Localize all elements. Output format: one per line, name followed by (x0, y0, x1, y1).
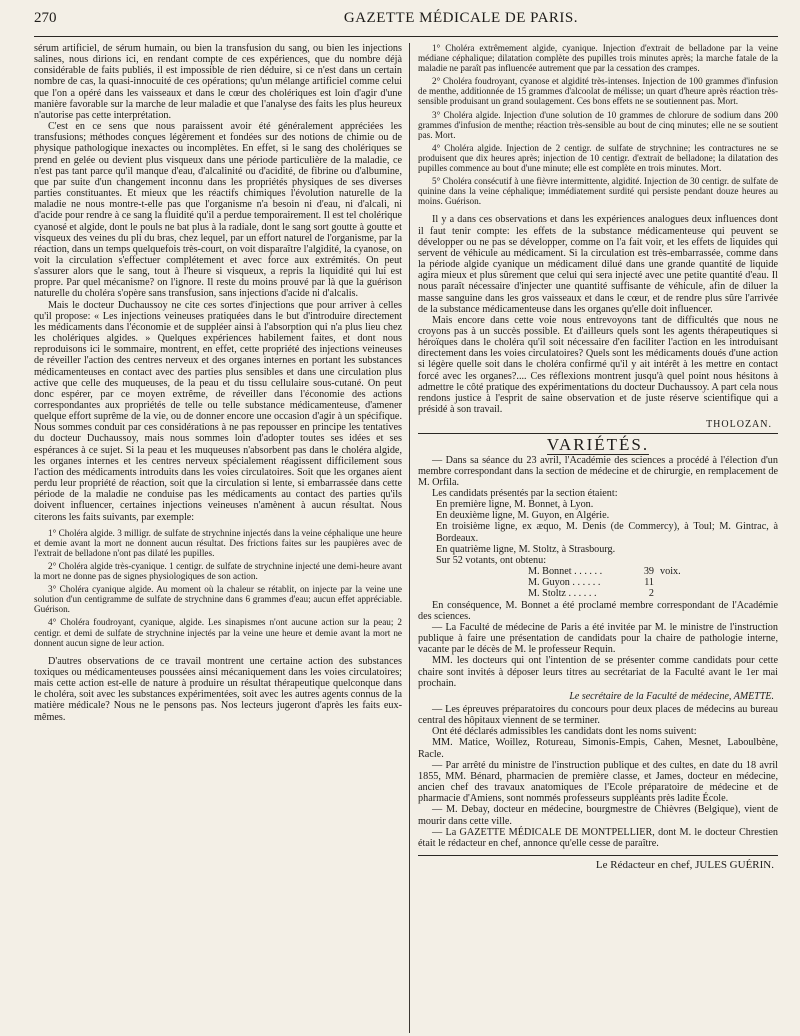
vote-unit: voix. (660, 566, 681, 578)
news-text: MM. les docteurs qui ont l'intention de se présenter comme candidats pour cette chaire sont invités à déposer leurs titres au secrétariat de la Faculté avant le 1er mai prochain. (418, 655, 778, 689)
vote-count: 39 (643, 566, 654, 578)
two-column-body (34, 43, 778, 1033)
vote-unit (654, 577, 660, 588)
case-observation: 1° Choléra extrêmement algide, cyanique. Injection d'extrait de belladone par la veine médiane céphalique; dilatation complète des pupilles trois minutes après; la marche fatale de la maladie ne paraît pas influencée autrement que par la cessation des crampes. (418, 43, 778, 74)
news-text: MM. Matice, Woillez, Rotureau, Simonis-Empis, Cahen, Mesnet, Laboulbène, Racle. (418, 737, 778, 760)
page-header (34, 10, 778, 37)
body-paragraph: Mais le docteur Duchaussoy ne cite ces sortes d'injections que pour arriver à celles qu'il propose: « Les injections veineuses pratiquées dans le but d'introduire directement les médicaments dans l'économie et de suppléer ainsi à l'absorption qui n'a plus lieu chez les cholériques algides. » Quelques expériences habilement faites, et dont nous reproduisons ici le sommaire, montrent, en effet, cette propriété des injections veineuses de réveiller l'action des centres nerveux et des organes internes en portant les substances médicamenteuses en contact avec des parties plus sensibles et dans une circulation plus active que celle des muqueuses, de la peau et du tissu cellulaire sous-cutané. On peut donc espérer, par ce moyen extrême, de réveiller dans l'économie des actions correspondantes aux propriétés de telle ou telle substance médicamenteuse, d'amener quelque effort suprême de la vie, ou de donner encore une occasion d'agir à un spécifique. Nous sommes conduit par ces considérations à ne pas repousser en principe les tentatives du docteur Duchaussoy, mais nous sommes loin d'adopter toutes ses idées et ses espérances à ce sujet. Si la peau et les muqueuses n'absorbent pas dans le choléra algide, les organes internes et les centres nerveux spécialement réagissent difficilement sous l'action des médicaments introduits dans les voies circulatoires. Soit que les organes aient perdu leur propriété de réaction, soit que la circulation si lente, si embarrassée dans cette période de la maladie ne conduise pas les médicaments au contact des parties qu'ils doivent influencer, certaines injections veineuses n'amènent à aucun résultat. Nous citerons les faits suivants, par exemple: (34, 299, 402, 523)
vote-unit (654, 588, 660, 599)
case-observation: 2° Choléra foudroyant, cyanose et algidité très-intenses. Injection de 100 grammes d'infusion de menthe, additionnée de 15 grammes d'alcoolat de mélisse; un quart d'heure après réaction très-sensible produisant un grand soulagement. Ces bons effets ne se soutiennent pas. Mort. (418, 76, 778, 107)
news-item: — M. Debay, docteur en médecine, bourgmestre de Chièvres (Belgique), vient de mourir dans cette ville. (418, 804, 778, 827)
section-divider (418, 433, 778, 434)
body-paragraph: sérum artificiel, de sérum humain, ou bien la transfusion du sang, ou bien les injections salines, nous dirions ici, en rendant compte de ces expériences, que du nombre déjà considérable de faits publiés, il est impossible de rien déduire, si ce n'est dans un certain nombre de cas, la quasi-innocuité de ces opérations; qu'un mélange artificiel comme celui que l'on a opéré dans les vaisseaux et dans le cœur des cholériques est loin d'agir d'une manière favorable sur la marche de leur maladie et que l'analyse des faits les plus heureux n'autorise pas cette interprétation. (34, 43, 402, 121)
body-paragraph: Il y a dans ces observations et dans les expériences analogues deux influences dont il faut tenir compte: les effets de la substance médicamenteuse qui peuvent se développer ou ne pas se développer, comme on l'a fait voir, et les effets de liquides qui servent de véhicule au médicament. Si la circulation est très-embarrassée, comme dans la période algide cyanique un médicament dilué dans une grande quantité de liquide agira mieux et plus sûrement que celui qui sera injecté avec une petite quantité d'eau. Il nous paraît nécessaire d'injecter une quantité suffisante de véhicule, afin de diluer la masse sanguine dans les gros vaisseaux et dans le cœur, et de rendre plus sûre l'arrivée de la substance médicamenteuse dans les organes qu'elle doit influencer. (418, 214, 778, 315)
secretary-signature: Le secrétaire de la Faculté de médecine, AMETTE. (569, 690, 774, 702)
candidate-line: En quatrième ligne, M. Stoltz, à Strasbourg. (436, 543, 616, 555)
vote-count: 11 (644, 577, 654, 589)
news-item: — La GAZETTE MÉDICALE DE MONTPELLIER, dont M. le docteur Chrestien était le rédacteur en chef, annonce qu'elle cesse de paraître. (418, 826, 778, 849)
candidate-line: En troisième ligne, ex æquo, M. Denis (de Commercy), à Toul; M. Gintrac, à Bordeaux. (436, 521, 778, 544)
case-observation: 4° Choléra foudroyant, cyanique, algide. Les sinapismes n'ont aucune action sur la peau; 2 centigr. et demi de sulfate de strychnine injectés par la veine une heure et demie avant la mort ne donnent aucun signe de leur action. (34, 617, 402, 648)
case-observation: 3° Choléra cyanique algide. Au moment où la chaleur se rétablit, on injecte par la veine une solution d'un centigramme de sulfate de strychnine dans 6 grammes d'eau; aucun effet appréciable. Guérison. (34, 584, 402, 615)
news-item: — Dans sa séance du 23 avril, l'Académie des sciences a procédé à l'élection d'un membre correspondant dans la section de médecine et de chirurgie, en remplacement de M. Orfila. (418, 454, 778, 488)
news-item: — La Faculté de médecine de Paris a été invitée par M. le ministre de l'instruction publique à faire une présentation de candidats pour la chaire de pathologie interne, vacante par le décès de M. le professeur Requin. (418, 621, 778, 656)
news-item: — Par arrêté du ministre de l'instruction publique et des cultes, en date du 18 avril 1855, MM. Bénard, pharmacien de première classe, et James, docteur en médecine, ancien chef des travaux anatomiques de l'Ecole préparatoire de médecine et de pharmacie d'Amiens, sont nommés professeurs suppléants près ladite École. (418, 759, 778, 805)
section-title-text: VARIÉTÉS. (546, 435, 650, 455)
news-item: — Les épreuves préparatoires du concours pour deux places de médecins au bureau central des hôpitaux viennent de se terminer. (418, 703, 778, 727)
candidate-line: En deuxième ligne, M. Guyon, en Algérie. (436, 510, 610, 522)
case-observation: 1° Choléra algide. 3 milligr. de sulfate de strychnine injectés dans la veine céphalique une heure et demie avant la mort ne donnent aucun résultat. Des frictions faites sur les paupières avec de l'extrait de belladone n'ont pas dilaté les pupilles. (34, 527, 402, 558)
vote-row (418, 588, 778, 599)
left-column (34, 43, 402, 1033)
candidate-line: En première ligne, M. Bonnet, à Lyon. (436, 499, 594, 511)
author-signature: THOLOZAN. (706, 419, 772, 431)
votes-intro: Sur 52 votants, ont obtenu: (436, 554, 547, 566)
vote-name: M. Bonnet . . . . . . (528, 566, 603, 578)
body-paragraph: Mais encore dans cette voie nous entrevoyons tant de difficultés que nous ne croyons pas à un succès possible. Et d'ailleurs quels sont les agents thérapeutiques si héroïques dans le choléra qu'il soit nécessaire d'en faciliter l'action en les introduisant directement dans les voies circulatoires? Quels sont les médicaments doués d'une action si légère quelle soit dans le choléra confirmé qu'il y ait intérêt à les mettre en contact forcé avec les organes?.... Ces réflexions montrent jusqu'à quel point nous hésitons à admettre le côté pratique des expérimentations du docteur Duchaussoy. A part cela nous rendons justice à l'esprit de saine observation et de juste réserve scientifique qui a présidé à son travail. (418, 314, 778, 416)
news-text: Ont été déclarés admissibles les candidats dont les noms suivent: (432, 726, 697, 738)
vote-count: 2 (648, 588, 654, 600)
section-title (418, 435, 778, 455)
vote-row (418, 577, 778, 588)
right-column (409, 43, 778, 1033)
editor-signature: Le Rédacteur en chef, JULES GUÉRIN. (418, 855, 778, 871)
running-title: GAZETTE MÉDICALE DE PARIS. (343, 10, 578, 26)
page-number: 270 (34, 10, 57, 26)
news-text: Les candidats présentés par la section étaient: (432, 488, 618, 499)
case-observation: 4° Choléra algide. Injection de 2 centigr. de sulfate de strychnine; les contractures ne se produisent que dix heures après; injection de 10 centigr. d'extrait de belladone; la dilatation des pupilles commence au bout d'une minute; elle est complète en trois minutes. Mort. (418, 142, 778, 174)
body-paragraph: D'autres observations de ce travail montrent une certaine action des substances toxiques ou médicamenteuses poussées ainsi mécaniquement dans les voies circulatoires; mais cette action est-elle de nature à produire un résultat thérapeutique quelconque dans le choléra, soit avec les substances expérimentées, soit avec les autres agents connus de la matière médicale? Nous ne le pensons pas. Nos lecteurs jugeront d'après les faits eux-mêmes. (34, 655, 402, 723)
body-paragraph: C'est en ce sens que nous paraissent avoir été généralement appréciées les transfusions; méthodes conçues légèrement et fondées sur des notions de chimie ou de physique pathologique inexactes ou incomplètes. En effet, si le sang des cholériques se prend en gelée ou devient plus visqueux dans une période particulière de la maladie, ce n'est pas tant parce qu'il manque d'eau, d'alcalinité ou d'acidité, de fibrine ou d'albumine, que par suite d'un changement inconnu dans les propriétés physiques de ses diverses parties constituantes. Et mieux que les réactifs chimiques l'évolution naturelle de la maladie ne nous montre-t-elle pas que l'organisme n'a besoin ni d'eau, ni d'alcali, ni d'acide pour rendre à ce sang la fluidité qu'il a perdue temporairement. Il est tel cholérique cyanosé et algide, dont le pouls ne bat plus à la radiale, dont le sang sort goutte à goutte et visqueux des veines du pli du bras, chez lequel, par un effort naturel de l'organisme, par la réaction, dans un temps quelquefois très-court, on voit disparaître l'algidité, la cyanose, on voit la circulation s'effectuer complétement et avec force aux extrémités. On peut s'assurer alors que le sang, tout à l'heure si visqueux, a repris la liquidité qui lui est propre. Par quel mécanisme? on l'ignore. Il reste du moins prouvé par là que la guérison naturelle du choléra s'opère sans transfusion, sans injections d'acide ni d'alcalis. (34, 121, 402, 300)
news-text: En conséquence, M. Bonnet a été proclamé membre correspondant de l'Académie des sciences. (418, 599, 778, 622)
case-observation: 2° Choléra algide très-cyanique. 1 centigr. de sulfate de strychnine injecté une demi-heure avant la mort ne donne pas de signes physiologiques de son action. (34, 561, 402, 582)
vote-name: M. Stoltz . . . . . . (528, 588, 597, 600)
vote-row (418, 566, 778, 577)
vote-name: M. Guyon . . . . . . (528, 577, 601, 589)
case-observation: 3° Choléra algide. Injection d'une solution de 10 grammes de chlorure de sodium dans 200 grammes d'infusion de menthe; réaction très-sensible au bout de cinq minutes; elle ne se soutient pas. Mort. (418, 109, 778, 140)
case-observation: 5° Choléra consécutif à une fièvre intermittente, algidité. Injection de 30 centigr. de sulfate de quinine dans la veine céphalique; immédiatement surdité qui persiste pendant douze heures au moins. Guérison. (418, 176, 778, 207)
